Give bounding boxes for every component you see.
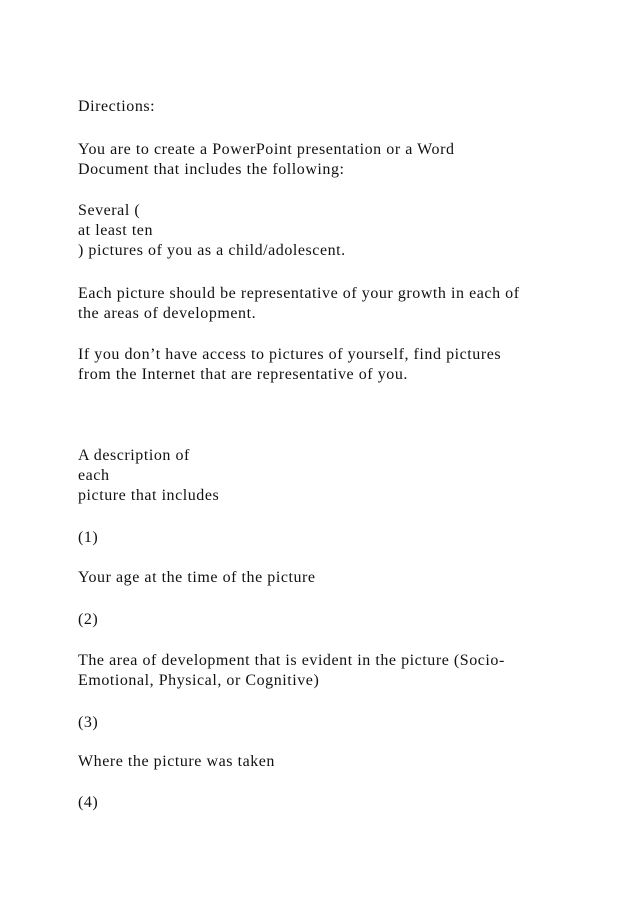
several-line-3: ) pictures of you as a child/adolescent. xyxy=(78,242,346,259)
no-access-line-2: from the Internet that are representative of you. xyxy=(78,366,408,383)
no-access-line-1: If you don’t have access to pictures of yourself, find pictures xyxy=(78,346,502,363)
several-line-1: Several ( xyxy=(78,202,141,219)
description-line-2: each xyxy=(78,467,110,484)
directions-heading: Directions: xyxy=(78,98,156,115)
item-3-text: Where the picture was taken xyxy=(78,753,275,770)
each-picture-line-1: Each picture should be representative of your growth in each of xyxy=(78,285,520,302)
item-2-text-line-1: The area of development that is evident in the picture (Socio- xyxy=(78,652,505,669)
item-4-number: (4) xyxy=(78,794,99,811)
several-line-2: at least ten xyxy=(78,222,154,239)
item-1-text: Your age at the time of the picture xyxy=(78,569,316,586)
each-picture-line-2: the areas of development. xyxy=(78,305,257,322)
item-3-number: (3) xyxy=(78,714,99,731)
item-2-number: (2) xyxy=(78,611,99,628)
description-line-3: picture that includes xyxy=(78,487,220,504)
intro-line-1: You are to create a PowerPoint presentation or a Word xyxy=(78,141,455,158)
item-1-number: (1) xyxy=(78,529,99,546)
description-line-1: A description of xyxy=(78,447,190,464)
item-2-text-line-2: Emotional, Physical, or Cognitive) xyxy=(78,672,320,689)
intro-line-2: Document that includes the following: xyxy=(78,161,345,178)
